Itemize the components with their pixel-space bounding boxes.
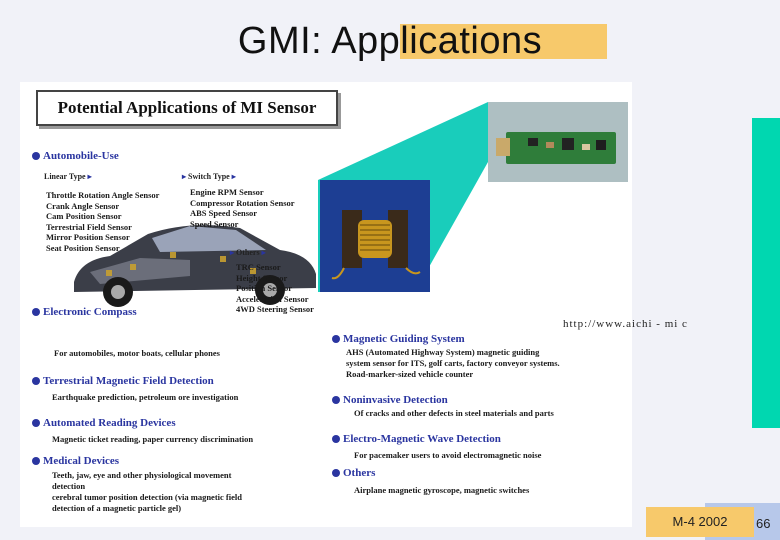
list-item: Compressor Rotation Sensor <box>190 197 295 208</box>
text-line: detection <box>52 481 86 491</box>
footer-date: M-4 2002 <box>646 507 754 537</box>
bullet-icon <box>32 152 40 160</box>
others-text: Airplane magnetic gyroscope, magnetic switches <box>354 485 530 495</box>
text-line: Road-marker-sized vehicle counter <box>346 369 474 379</box>
bullet-icon <box>332 335 340 343</box>
list-item: Engine RPM Sensor <box>190 187 264 197</box>
slide-title: GMI: Applications <box>237 20 543 62</box>
list-item: Acceleration Sensor <box>236 293 309 304</box>
others-type-list <box>236 262 314 315</box>
others-type-label: ▸ Others ▸ <box>230 248 266 257</box>
list-item: TRC Sensor <box>236 262 281 272</box>
heading-text: Automobile-Use <box>43 150 119 162</box>
electronic-compass-text: For automobiles, motor boats, cellular phones <box>54 348 220 358</box>
terrestrial-field-heading: Terrestrial Magnetic Field Detection <box>32 375 214 387</box>
linear-type-list <box>46 190 159 253</box>
list-item: Speed Sensor <box>190 218 239 229</box>
linear-type-label: Linear Type ▸ <box>44 172 92 181</box>
list-item: Terrestrial Field Sensor <box>46 221 132 232</box>
bullet-icon <box>32 377 40 385</box>
list-item: Cam Position Sensor <box>46 211 122 221</box>
text-line: AHS (Automated Highway System) magnetic guiding <box>346 347 540 357</box>
noninvasive-detection-text: Of cracks and other defects in steel materials and parts <box>354 408 554 418</box>
text-line: detection of a magnetic particle gel) <box>52 503 182 513</box>
page-number: 66 <box>756 516 771 531</box>
side-accent-bar <box>752 118 780 428</box>
terrestrial-field-text: Earthquake prediction, petroleum ore investigation <box>52 392 239 402</box>
em-wave-detection-text: For pacemaker users to avoid electromagnetic noise <box>354 450 542 460</box>
automated-reading-heading: Automated Reading Devices <box>32 417 176 429</box>
applications-figure <box>20 82 632 527</box>
electronic-compass-heading: Electronic Compass <box>32 306 137 318</box>
automobile-use-heading <box>32 150 119 162</box>
medical-devices-heading: Medical Devices <box>32 455 119 467</box>
switch-type-list <box>190 187 295 229</box>
text-line: system sensor for ITS, golf carts, factory conveyor systems. <box>346 358 560 368</box>
list-item: Seat Position Sensor <box>46 242 120 253</box>
medical-devices-text <box>52 470 242 514</box>
list-item: Crank Angle Sensor <box>46 200 120 211</box>
magnetic-guiding-text <box>346 347 560 380</box>
noninvasive-detection-heading: Noninvasive Detection <box>332 394 448 406</box>
bullet-icon <box>332 396 340 404</box>
switch-type-label: ▸ Switch Type ▸ <box>182 172 236 181</box>
list-item: Position Sensor <box>236 283 292 293</box>
circuit-board-photo <box>488 102 628 182</box>
list-item: ABS Speed Sensor <box>190 208 258 218</box>
list-item: 4WD Steering Sensor <box>236 304 314 314</box>
bullet-icon <box>32 308 40 316</box>
list-item: Mirror Position Sensor <box>46 232 130 242</box>
bullet-icon <box>32 419 40 427</box>
text-line: Teeth, jaw, eye and other physiological movement <box>52 470 232 480</box>
list-item: Throttle Rotation Angle Sensor <box>46 190 160 200</box>
automated-reading-text: Magnetic ticket reading, paper currency discrimination <box>52 434 254 444</box>
mi-sensor-photo <box>320 180 430 292</box>
em-wave-detection-heading: Electro-Magnetic Wave Detection <box>332 433 501 445</box>
others-heading: Others <box>332 467 375 479</box>
list-item: Height Sensor <box>236 272 288 283</box>
source-url[interactable]: http://www.aichi - mi c <box>563 318 688 330</box>
bullet-icon <box>332 435 340 443</box>
bullet-icon <box>332 469 340 477</box>
magnetic-guiding-heading: Magnetic Guiding System <box>332 333 465 345</box>
bullet-icon <box>32 457 40 465</box>
text-line: cerebral tumor position detection (via magnetic field <box>52 492 242 502</box>
panel-title: Potential Applications of MI Sensor <box>36 90 338 126</box>
